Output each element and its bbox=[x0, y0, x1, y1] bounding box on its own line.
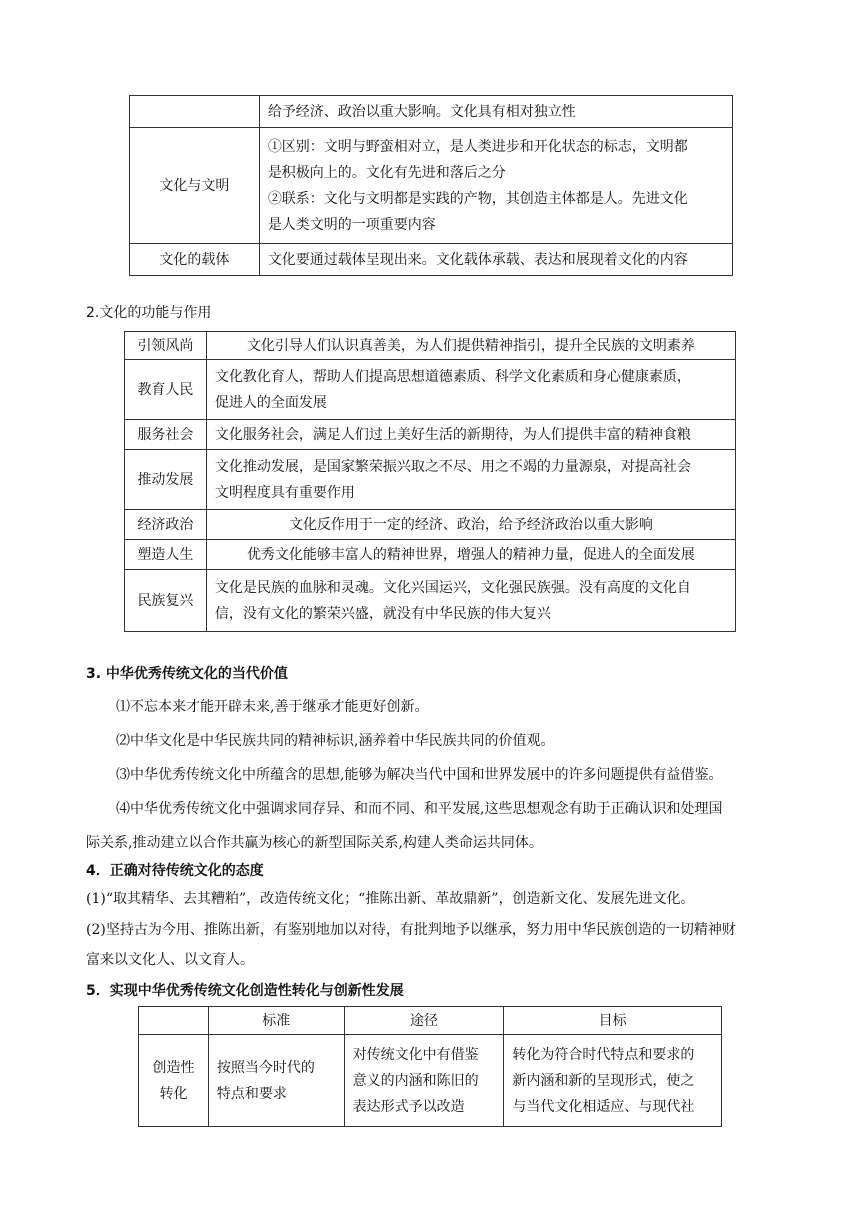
table1-row1-label: 文化与文明 bbox=[130, 128, 260, 244]
transformation-row-goal: 转化为符合时代特点和要求的 新内涵和新的呈现形式，使之 与当代文化相适应、与现代社 bbox=[504, 1035, 722, 1127]
table1-empty-label-cell bbox=[130, 96, 260, 128]
function-row-text: 优秀文化能够丰富人的精神世界，增强人的精神力量，促进人的全面发展 bbox=[206, 540, 735, 570]
function-row-label: 经济政治 bbox=[125, 510, 207, 540]
function-row-label: 推动发展 bbox=[125, 450, 207, 510]
function-row-label: 塑造人生 bbox=[125, 540, 207, 570]
transformation-row-standard: 按照当今时代的 特点和要求 bbox=[208, 1035, 344, 1127]
transformation-header-goal: 目标 bbox=[504, 1007, 722, 1035]
section5-heading: 5．实现中华优秀传统文化创造性转化与创新性发展 bbox=[86, 983, 404, 999]
function-row-label: 服务社会 bbox=[125, 420, 207, 450]
section3-paragraph-1: ⑴不忘本来才能开辟未来,善于继承才能更好创新。 bbox=[116, 699, 429, 715]
section4-paragraph-2-line1: (2)坚持古为今用、推陈出新，有鉴别地加以对待，有批判地予以继承，努力用中华民族创造的一切精神财 bbox=[86, 922, 736, 938]
section3-heading: 3. 中华优秀传统文化的当代价值 bbox=[86, 666, 288, 682]
culture-function-table bbox=[124, 331, 736, 632]
table1-row1-text: ①区别：文明与野蛮相对立，是人类进步和开化状态的标志，文明都 是积极向上的。文化有先进和落后之分 ②联系：文化与文明都是实践的产物，其创造主体都是人。先进文化 是人类文明的一项重要内容 bbox=[259, 128, 732, 244]
section3-paragraph-4-line2: 际关系,推动建立以合作共赢为核心的新型国际关系,构建人类命运共同体。 bbox=[86, 835, 543, 851]
function-row-label: 引领风尚 bbox=[125, 332, 207, 360]
section4-heading: 4．正确对待传统文化的态度 bbox=[86, 863, 264, 879]
function-row-text: 文化反作用于一定的经济、政治，给予经济政治以重大影响 bbox=[206, 510, 735, 540]
transformation-header-path: 途径 bbox=[344, 1007, 504, 1035]
function-row-text: 文化服务社会，满足人们过上美好生活的新期待，为人们提供丰富的精神食粮 bbox=[206, 420, 735, 450]
section2-heading: 2.文化的功能与作用 bbox=[86, 305, 212, 321]
table1-row2-text: 文化要通过载体呈现出来。文化载体承载、表达和展现着文化的内容 bbox=[259, 244, 732, 276]
section3-paragraph-3: ⑶中华优秀传统文化中所蕴含的思想,能够为解决当代中国和世界发展中的许多问题提供有益借鉴。 bbox=[116, 767, 723, 783]
table1-row0-text: 给予经济、政治以重大影响。文化具有相对独立性 bbox=[259, 96, 732, 128]
section3-paragraph-2: ⑵中华文化是中华民族共同的精神标识,涵养着中华民族共同的价值观。 bbox=[116, 733, 555, 749]
function-row-text: 文化是民族的血脉和灵魂。文化兴国运兴，文化强民族强。没有高度的文化自 信，没有文化的繁荣兴盛，就没有中华民族的伟大复兴 bbox=[206, 570, 735, 632]
transformation-table bbox=[138, 1006, 722, 1127]
section4-paragraph-2-line2: 富来以文化人、以文育人。 bbox=[86, 952, 254, 968]
transformation-row-label: 创造性 转化 bbox=[139, 1035, 209, 1127]
section4-paragraph-1: (1)“取其精华、去其糟粕”，改造传统文化；“推陈出新、革故鼎新”，创造新文化、发展先进文化。 bbox=[86, 891, 695, 907]
section3-paragraph-4-line1: ⑷中华优秀传统文化中强调求同存异、和而不同、和平发展,这些思想观念有助于正确认识和处理国 bbox=[116, 801, 723, 817]
culture-concept-table bbox=[129, 95, 733, 276]
function-row-text: 文化引导人们认识真善美，为人们提供精神指引，提升全民族的文明素养 bbox=[206, 332, 735, 360]
function-row-label: 教育人民 bbox=[125, 360, 207, 420]
function-row-text: 文化推动发展，是国家繁荣振兴取之不尽、用之不竭的力量源泉，对提高社会 文明程度具有重要作用 bbox=[206, 450, 735, 510]
function-row-label: 民族复兴 bbox=[125, 570, 207, 632]
function-row-text: 文化教化育人，帮助人们提高思想道德素质、科学文化素质和身心健康素质， 促进人的全面发展 bbox=[206, 360, 735, 420]
transformation-header-standard: 标准 bbox=[208, 1007, 344, 1035]
transformation-header-empty bbox=[139, 1007, 209, 1035]
transformation-row-path: 对传统文化中有借鉴 意义的内涵和陈旧的 表达形式予以改造 bbox=[344, 1035, 504, 1127]
table1-row2-label: 文化的载体 bbox=[130, 244, 260, 276]
